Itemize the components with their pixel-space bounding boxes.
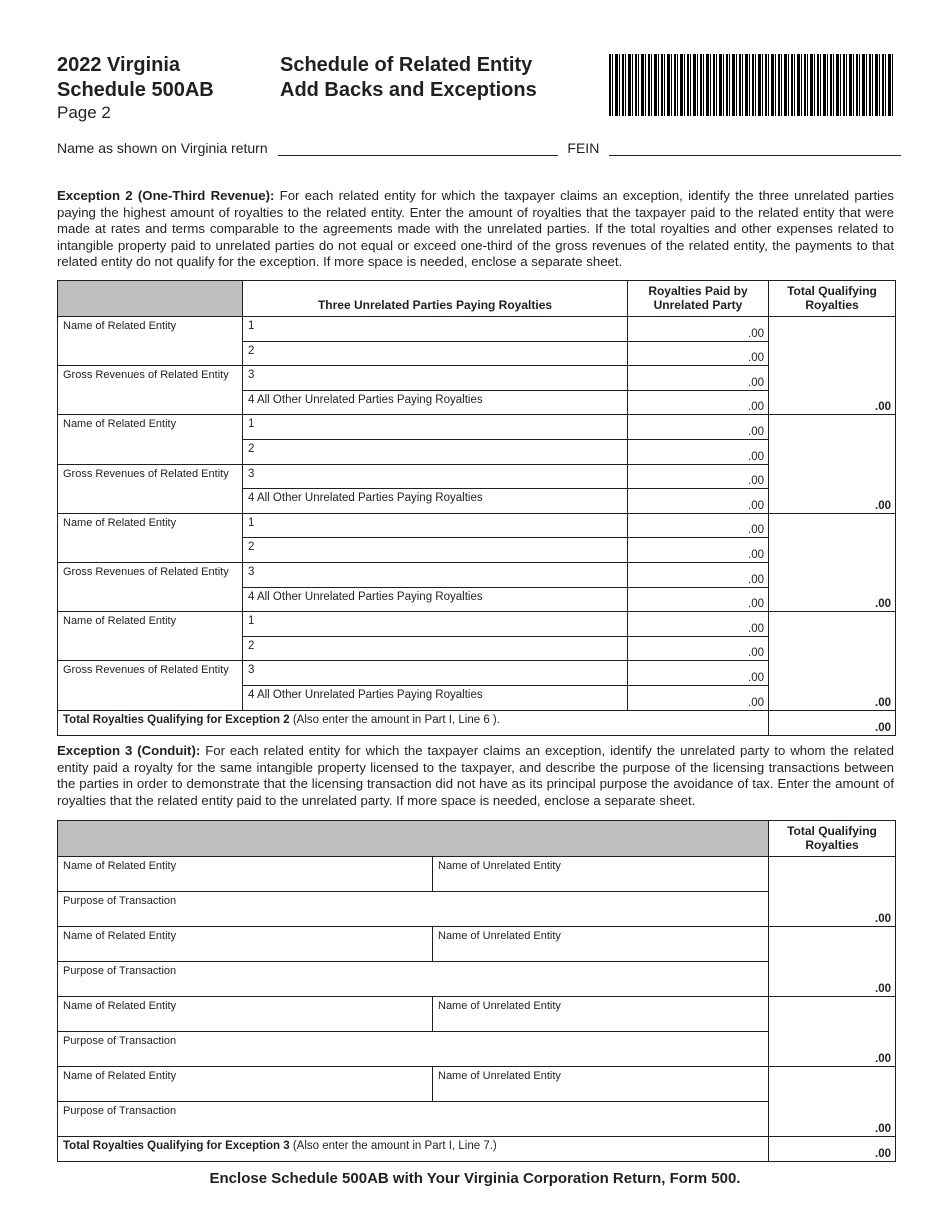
unrelated-party-field[interactable]: 4 All Other Unrelated Parties Paying Royalties [243, 390, 628, 415]
table-row [58, 513, 896, 538]
total-qualifying-field[interactable]: .00 [769, 513, 896, 611]
related-entity-field[interactable]: Name of Related Entity [58, 1067, 433, 1102]
royalties-paid-field[interactable]: .00 [628, 612, 769, 637]
footer-note: Enclose Schedule 500AB with Your Virginia Corporation Return, Form 500. [209, 1170, 741, 1187]
related-entity-name-field[interactable]: Name of Related Entity [58, 513, 243, 562]
related-entity-field[interactable]: Name of Related Entity [58, 857, 433, 892]
unrelated-party-field[interactable]: 3 [243, 464, 628, 489]
fein-label: FEIN [567, 140, 600, 156]
unrelated-entity-field[interactable]: Name of Unrelated Entity [433, 857, 769, 892]
unrelated-party-field[interactable]: 3 [243, 366, 628, 391]
royalties-paid-field[interactable]: .00 [628, 513, 769, 538]
exception2-text: For each related entity for which the taxpayer claims an exception, identify the three unrelated parties paying the highest amount of royalties to the related entity. Enter the amount of royalties that the taxpayer paid to the related entity that were made at rates and terms comparable to the agreements made with the unrelated parties. If the total royalties and other expenses related to intangible property paid to unrelated parties do not equal or exceed one-third of the gross revenues of the related entity, the payments to that related entity do not qualify for the exception. If more space is needed, enclose a separate sheet. [57, 188, 895, 269]
fein-field[interactable] [609, 142, 901, 156]
col-paid: Royalties Paid by Unrelated Party [628, 281, 769, 317]
related-entity-field[interactable]: Name of Related Entity [58, 997, 433, 1032]
unrelated-party-field[interactable]: 2 [243, 439, 628, 464]
purpose-field[interactable]: Purpose of Transaction [58, 1032, 769, 1067]
taxpayer-info [57, 140, 901, 156]
total-qualifying-field[interactable]: .00 [769, 317, 896, 415]
unrelated-party-field[interactable]: 2 [243, 538, 628, 563]
related-entity-name-field[interactable]: Name of Related Entity [58, 317, 243, 366]
title-line-1: Schedule of Related Entity [280, 54, 533, 76]
gross-revenues-field[interactable]: Gross Revenues of Related Entity [58, 661, 243, 710]
total-note: (Also enter the amount in Part I, Line 6 ). [289, 713, 500, 726]
unrelated-party-field[interactable]: 1 [243, 317, 628, 342]
gross-revenues-field[interactable]: Gross Revenues of Related Entity [58, 464, 243, 513]
royalties-paid-field[interactable]: .00 [628, 366, 769, 391]
page-number: Page 2 [57, 103, 111, 122]
unrelated-party-field[interactable]: 3 [243, 661, 628, 686]
table-row [58, 927, 896, 962]
gray-header [58, 821, 769, 857]
table-row [58, 612, 896, 637]
unrelated-party-field[interactable]: 4 All Other Unrelated Parties Paying Royalties [243, 489, 628, 514]
exception3-table [57, 820, 896, 1162]
unrelated-entity-field[interactable]: Name of Unrelated Entity [433, 1067, 769, 1102]
name-field[interactable] [278, 142, 558, 156]
unrelated-party-field[interactable]: 1 [243, 612, 628, 637]
name-label: Name as shown on Virginia return [57, 140, 268, 156]
table-row [58, 415, 896, 440]
col-total: Total Qualifying Royalties [769, 281, 896, 317]
total-note: (Also enter the amount in Part I, Line 7.) [289, 1140, 497, 1152]
total-qualifying-field[interactable]: .00 [769, 997, 896, 1067]
exception3-total-label [58, 1137, 769, 1162]
royalties-paid-field[interactable]: .00 [628, 439, 769, 464]
exception2-total-field[interactable]: .00 [769, 710, 896, 735]
total-label: Total Royalties Qualifying for Exception 2 [63, 713, 290, 726]
total-qualifying-field[interactable]: .00 [769, 1067, 896, 1137]
table-row [58, 997, 896, 1032]
royalties-paid-field[interactable]: .00 [628, 390, 769, 415]
royalties-paid-field[interactable]: .00 [628, 415, 769, 440]
royalties-paid-field[interactable]: .00 [628, 636, 769, 661]
exception3-text: For each related entity for which the taxpayer claims an exception, identify the unrelated party to whom the related entity paid a royalty for the same intangible property licensed to the taxpayer, and describe the purpose of the licensing transactions between the parties in order to demonstrate that the licensing transaction did not have as its principal purpose the avoidance of tax. Enter the amount of royalties that the related entity paid to the unrelated party. If more space is needed, enclose a separate sheet. [57, 743, 894, 808]
royalties-paid-field[interactable]: .00 [628, 464, 769, 489]
royalties-paid-field[interactable]: .00 [628, 587, 769, 612]
unrelated-party-field[interactable]: 1 [243, 415, 628, 440]
royalties-paid-field[interactable]: .00 [628, 341, 769, 366]
exception3-heading: Exception 3 (Conduit): [57, 743, 201, 758]
exception3-instructions [57, 743, 894, 809]
purpose-field[interactable]: Purpose of Transaction [58, 962, 769, 997]
exception2-instructions [57, 188, 894, 271]
royalties-paid-field[interactable]: .00 [628, 562, 769, 587]
total-qualifying-field[interactable]: .00 [769, 927, 896, 997]
related-entity-field[interactable]: Name of Related Entity [58, 927, 433, 962]
unrelated-party-field[interactable]: 3 [243, 562, 628, 587]
gross-revenues-field[interactable]: Gross Revenues of Related Entity [58, 366, 243, 415]
table-row [58, 317, 896, 342]
table-row [58, 857, 896, 892]
form-id [57, 53, 214, 123]
purpose-field[interactable]: Purpose of Transaction [58, 1102, 769, 1137]
royalties-paid-field[interactable]: .00 [628, 489, 769, 514]
year-state: 2022 Virginia [57, 54, 181, 76]
table-row [58, 1067, 896, 1102]
barcode [609, 54, 893, 116]
unrelated-entity-field[interactable]: Name of Unrelated Entity [433, 997, 769, 1032]
purpose-field[interactable]: Purpose of Transaction [58, 892, 769, 927]
unrelated-party-field[interactable]: 4 All Other Unrelated Parties Paying Royalties [243, 587, 628, 612]
exception3-total-field[interactable]: .00 [769, 1137, 896, 1162]
royalties-paid-field[interactable]: .00 [628, 685, 769, 710]
royalties-paid-field[interactable]: .00 [628, 661, 769, 686]
total-qualifying-field[interactable]: .00 [769, 612, 896, 710]
total-label: Total Royalties Qualifying for Exception 3 [63, 1140, 290, 1152]
unrelated-party-field[interactable]: 2 [243, 636, 628, 661]
col-total: Total Qualifying Royalties [769, 821, 896, 857]
total-qualifying-field[interactable]: .00 [769, 415, 896, 513]
gray-header [58, 281, 243, 317]
schedule-number: Schedule 500AB [57, 79, 214, 101]
exception2-table [57, 280, 896, 736]
form-title [280, 53, 537, 103]
col-parties: Three Unrelated Parties Paying Royalties [243, 281, 628, 317]
exception2-heading: Exception 2 (One-Third Revenue): [57, 188, 275, 203]
unrelated-entity-field[interactable]: Name of Unrelated Entity [433, 927, 769, 962]
unrelated-party-field[interactable]: 1 [243, 513, 628, 538]
gross-revenues-field[interactable]: Gross Revenues of Related Entity [58, 562, 243, 611]
unrelated-party-field[interactable]: 2 [243, 341, 628, 366]
total-qualifying-field[interactable]: .00 [769, 857, 896, 927]
exception2-total-label [58, 710, 769, 735]
unrelated-party-field[interactable]: 4 All Other Unrelated Parties Paying Royalties [243, 685, 628, 710]
title-line-2: Add Backs and Exceptions [280, 79, 537, 101]
royalties-paid-field[interactable]: .00 [628, 317, 769, 342]
related-entity-name-field[interactable]: Name of Related Entity [58, 612, 243, 661]
royalties-paid-field[interactable]: .00 [628, 538, 769, 563]
related-entity-name-field[interactable]: Name of Related Entity [58, 415, 243, 464]
